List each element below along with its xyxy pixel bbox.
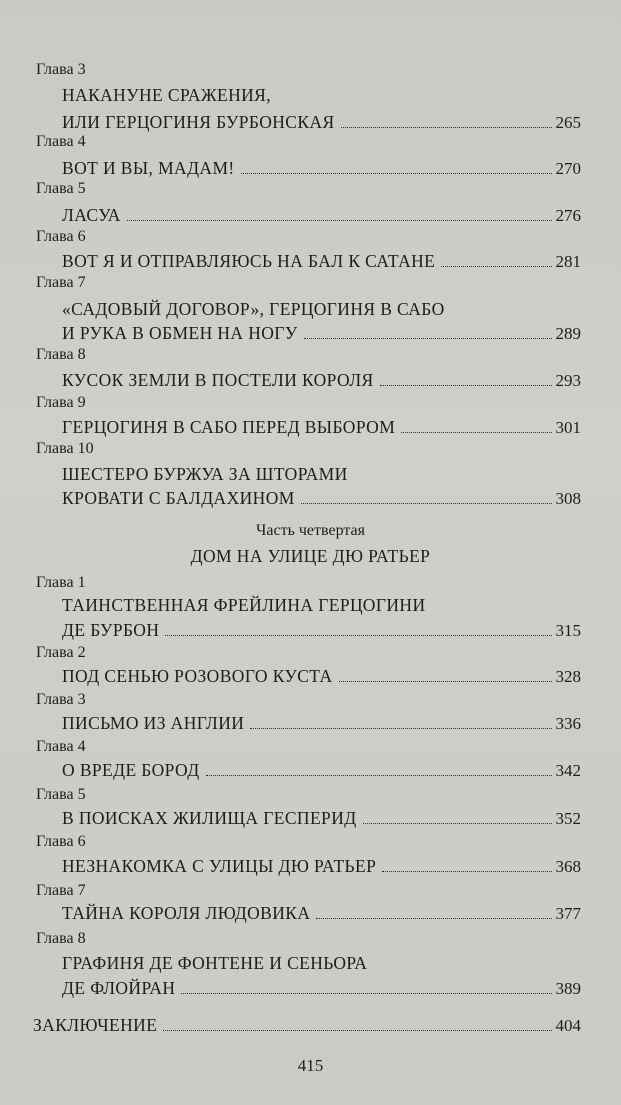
dot-leader [304, 338, 552, 339]
chapter-label: Глава 8 [36, 346, 86, 363]
chapter-title-last [62, 902, 581, 925]
chapter-title-last [62, 111, 581, 134]
chapter-title-last [62, 855, 581, 878]
dot-leader [363, 823, 552, 824]
chapter-label: Глава 8 [36, 930, 86, 947]
page-number: 276 [555, 206, 581, 225]
dot-leader [163, 1030, 551, 1031]
chapter-title: КУСОК ЗЕМЛИ В ПОСТЕЛИ КОРОЛЯ [62, 370, 374, 390]
page-number: 404 [555, 1016, 581, 1035]
chapter-label: Глава 1 [36, 574, 86, 591]
page-number: 336 [555, 714, 581, 733]
page-number: 308 [555, 489, 581, 508]
page-folio: 415 [297, 1056, 324, 1075]
chapter-title: ПИСЬМО ИЗ АНГЛИИ [62, 713, 245, 733]
page-number: 328 [555, 667, 581, 686]
dot-leader [127, 220, 552, 221]
chapter-title-last [62, 487, 581, 510]
dot-leader [341, 127, 552, 128]
chapter-title: ГЕРЦОГИНЯ В САБО ПЕРЕД ВЫБОРОМ [62, 417, 396, 437]
chapter-title-last [62, 619, 581, 642]
chapter-title-last [62, 759, 581, 782]
chapter-title: ДЕ ФЛОЙРАН [62, 978, 176, 998]
dot-leader [241, 173, 552, 174]
dot-leader [382, 871, 551, 872]
chapter-title-last [62, 977, 581, 1000]
conclusion-entry [33, 1014, 581, 1037]
dot-leader [339, 681, 552, 682]
chapter-label: Глава 6 [36, 833, 86, 850]
chapter-label: Глава 4 [36, 738, 86, 755]
chapter-title-last [62, 416, 581, 439]
dot-leader [206, 775, 552, 776]
dot-leader [250, 728, 551, 729]
chapter-title: В ПОИСКАХ ЖИЛИЩА ГЕСПЕРИД [62, 808, 357, 828]
chapter-title: ВОТ И ВЫ, МАДАМ! [62, 158, 235, 178]
dot-leader [165, 635, 551, 636]
part-label: Часть четвертая [255, 522, 366, 539]
chapter-label: Глава 6 [36, 228, 86, 245]
chapter-title: ВОТ Я И ОТПРАВЛЯЮСЬ НА БАЛ К САТАНЕ [62, 251, 436, 271]
chapter-label: Глава 7 [36, 274, 86, 291]
chapter-title: ДЕ БУРБОН [62, 620, 160, 640]
chapter-title: И РУКА В ОБМЕН НА НОГУ [62, 323, 298, 343]
chapter-title-last [62, 665, 581, 688]
page-number: 301 [555, 418, 581, 437]
dot-leader [301, 503, 552, 504]
chapter-title: «САДОВЫЙ ДОГОВОР», ГЕРЦОГИНЯ В САБО [62, 299, 445, 319]
page-number: 342 [555, 761, 581, 780]
page-number: 377 [555, 904, 581, 923]
chapter-label: Глава 3 [36, 691, 86, 708]
page-number: 270 [555, 159, 581, 178]
page-number: 315 [555, 621, 581, 640]
chapter-label: Глава 9 [36, 394, 86, 411]
chapter-label: Глава 3 [36, 61, 86, 78]
chapter-title-last [62, 369, 581, 392]
chapter-label: Глава 5 [36, 180, 86, 197]
chapter-title: ТАЙНА КОРОЛЯ ЛЮДОВИКА [62, 903, 311, 923]
chapter-title: О ВРЕДЕ БОРОД [62, 760, 200, 780]
chapter-label: Глава 5 [36, 786, 86, 803]
page-number: 352 [555, 809, 581, 828]
chapter-title: ШЕСТЕРО БУРЖУА ЗА ШТОРАМИ [62, 464, 348, 484]
chapter-title: ГРАФИНЯ ДЕ ФОНТЕНЕ И СЕНЬОРА [62, 953, 368, 973]
chapter-title-last [62, 807, 581, 830]
page-number: 293 [555, 371, 581, 390]
chapter-title: КРОВАТИ С БАЛДАХИНОМ [62, 488, 295, 508]
chapter-title: ИЛИ ГЕРЦОГИНЯ БУРБОНСКАЯ [62, 112, 335, 132]
page-number: 368 [555, 857, 581, 876]
dot-leader [380, 385, 552, 386]
chapter-title: НАКАНУНЕ СРАЖЕНИЯ, [62, 85, 272, 105]
chapter-label: Глава 2 [36, 644, 86, 661]
chapter-title: ТАИНСТВЕННАЯ ФРЕЙЛИНА ГЕРЦОГИНИ [62, 595, 426, 615]
chapter-title-last [62, 250, 581, 273]
chapter-label: Глава 7 [36, 882, 86, 899]
dot-leader [181, 993, 551, 994]
chapter-label: Глава 4 [36, 133, 86, 150]
chapter-title-last [62, 712, 581, 735]
dot-leader [401, 432, 551, 433]
chapter-title-last [62, 204, 581, 227]
chapter-title-last [62, 157, 581, 180]
dot-leader [441, 266, 551, 267]
chapter-title: ПОД СЕНЬЮ РОЗОВОГО КУСТА [62, 666, 333, 686]
page-number: 289 [555, 324, 581, 343]
conclusion-title: ЗАКЛЮЧЕНИЕ [33, 1015, 158, 1035]
part-title: ДОМ НА УЛИЦЕ ДЮ РАТЬЕР [190, 546, 431, 566]
chapter-title: НЕЗНАКОМКА С УЛИЦЫ ДЮ РАТЬЕР [62, 856, 377, 876]
chapter-title-last [62, 322, 581, 345]
page-number: 389 [555, 979, 581, 998]
chapter-title: ЛАСУА [62, 205, 121, 225]
page-number: 281 [555, 252, 581, 271]
page-number: 265 [555, 113, 581, 132]
chapter-label: Глава 10 [36, 440, 94, 457]
dot-leader [316, 918, 551, 919]
